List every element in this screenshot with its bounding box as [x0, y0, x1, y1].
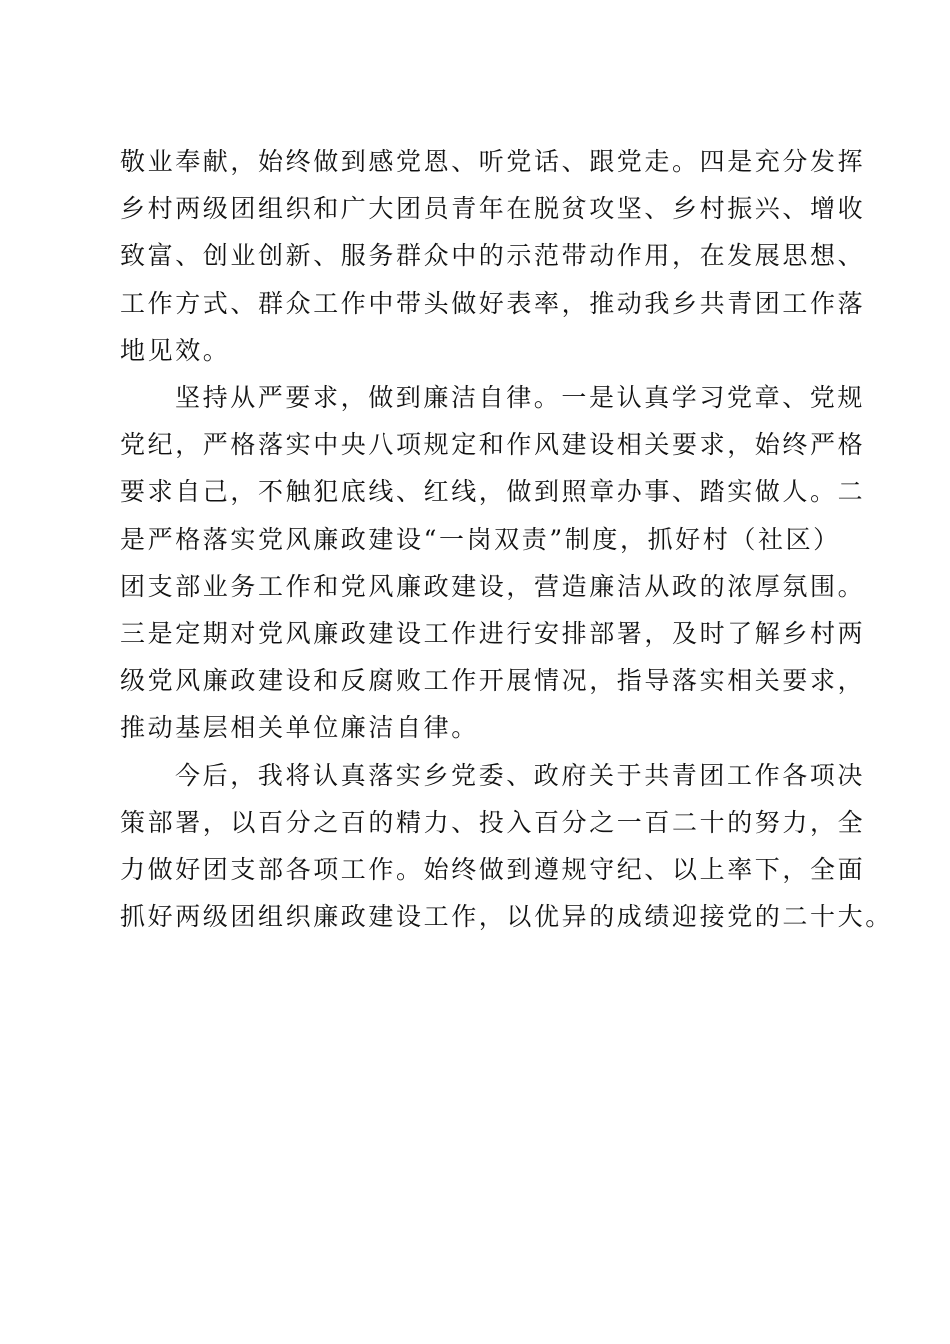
text-line: 是严格落实党风廉政建设“一岗双责”制度，抓好村（社区） [120, 524, 841, 554]
text-line: 要求自己，不触犯底线、红线，做到照章办事、踏实做人。二 [120, 477, 866, 507]
text-line: 今后，我将认真落实乡党委、政府关于共青团工作各项决 [175, 760, 866, 790]
paragraph-future [120, 752, 893, 941]
text-line: 敬业奉献，始终做到感党恩、听党话、跟党走。四是充分发挥 [120, 147, 866, 176]
text-line: 乡村两级团组织和广大团员青年在脱贫攻坚、乡村振兴、增收 [120, 194, 866, 224]
text-line: 致富、创业创新、服务群众中的示范带动作用，在发展思想、 [120, 241, 866, 271]
text-line: 策部署，以百分之百的精力、投入百分之一百二十的努力，全 [120, 807, 866, 837]
text-line: 工作方式、群众工作中带头做好表率，推动我乡共青团工作落 [120, 288, 866, 318]
paragraph-continuation [120, 138, 866, 374]
text-line: 三是定期对党风廉政建设工作进行安排部署，及时了解乡村两 [120, 619, 866, 649]
text-line: 团支部业务工作和党风廉政建设，营造廉洁从政的浓厚氛围。 [120, 571, 866, 601]
document-body [120, 138, 893, 940]
text-line: 地见效。 [120, 335, 231, 365]
text-line: 推动基层相关单位廉洁自律。 [120, 713, 479, 743]
text-line: 力做好团支部各项工作。始终做到遵规守纪、以上率下，全面 [120, 855, 866, 885]
text-line: 党纪，严格落实中央八项规定和作风建设相关要求，始终严格 [120, 430, 866, 460]
text-line: 坚持从严要求，做到廉洁自律。一是认真学习党章、党规 [175, 383, 866, 413]
paragraph-integrity [120, 374, 866, 752]
text-line: 级党风廉政建设和反腐败工作开展情况，指导落实相关要求， [120, 666, 866, 696]
text-line: 抓好两级团组织廉政建设工作，以优异的成绩迎接党的二十大。 [120, 902, 893, 932]
